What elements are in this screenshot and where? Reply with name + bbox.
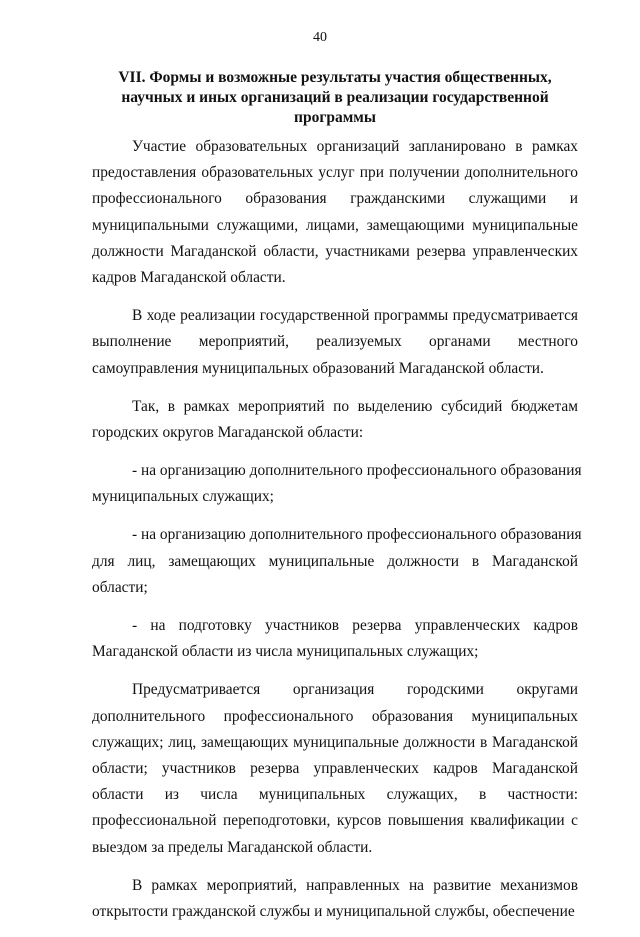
heading-line: VII. Формы и возможные результаты участия общественных, [118,69,552,86]
paragraph-line: области; [92,578,148,596]
paragraph-line: Участие образовательных организаций запланировано в рамках [132,138,578,155]
paragraph-line: области из числа муниципальных служащих, в частности: [92,786,578,804]
paragraph-line: открытости гражданской службы и муниципальной службы, обеспечение [92,902,575,920]
paragraph [92,522,582,601]
paragraph-line: - на организацию дополнительного профессионального образования [132,462,582,480]
paragraph-line: Предусматривается организация городскими округами [132,681,578,699]
paragraph-line: муниципальными служащими, лицами, замещающими муниципальные [92,216,578,234]
paragraph-line: В ходе реализации государственной программы предусматривается [132,307,578,325]
paragraph-line: выездом за пределы Магаданской области. [92,838,373,856]
heading-line: программы [294,109,376,126]
paragraph [92,613,578,665]
paragraph-line: городских округов Магаданской области: [92,423,364,441]
paragraph [92,458,582,510]
paragraph-line: В рамках мероприятий, направленных на развитие механизмов [132,876,578,894]
paragraph-line: профессионального образования гражданскими служащими и [92,190,578,208]
paragraph-line: выполнение мероприятий, реализуемых органами местного [92,333,578,351]
paragraph-line: должности Магаданской области, участниками резерва управленческих [92,242,578,260]
paragraph-line: самоуправления муниципальных образований Магаданской области. [92,359,544,377]
paragraph-line: области; участников резерва управленческих кадров Магаданской [92,759,578,777]
paragraph [92,134,578,291]
paragraph-line: муниципальных служащих; [92,488,274,506]
paragraph-line: Магаданской области из числа муниципальных служащих; [92,643,479,661]
paragraph-line: кадров Магаданской области. [92,268,286,286]
paragraph-line: - на организацию дополнительного профессионального образования [132,526,582,544]
paragraph-line: для лиц, замещающих муниципальные должности в Магаданской [92,552,578,570]
paragraph [92,677,578,860]
document-body [92,134,582,937]
paragraph [92,394,578,446]
paragraph [92,873,578,925]
paragraph-line: профессиональной переподготовки, курсов повышения квалификации с [92,812,578,830]
section-heading [92,68,578,128]
paragraph-line: служащих; лиц, замещающих муниципальные должности в Магаданской [92,733,578,751]
page-number: 40 [313,30,327,45]
paragraph-line: - на подготовку участников резерва управленческих кадров [132,617,578,634]
paragraph [92,303,578,382]
paragraph-line: дополнительного профессионального образования муниципальных [92,707,578,725]
paragraph-line: Так, в рамках мероприятий по выделению субсидий бюджетам [132,397,578,415]
paragraph-line: предоставления образовательных услуг при получении дополнительного [92,164,578,182]
heading-line: научных и иных организаций в реализации государственной [121,89,549,106]
